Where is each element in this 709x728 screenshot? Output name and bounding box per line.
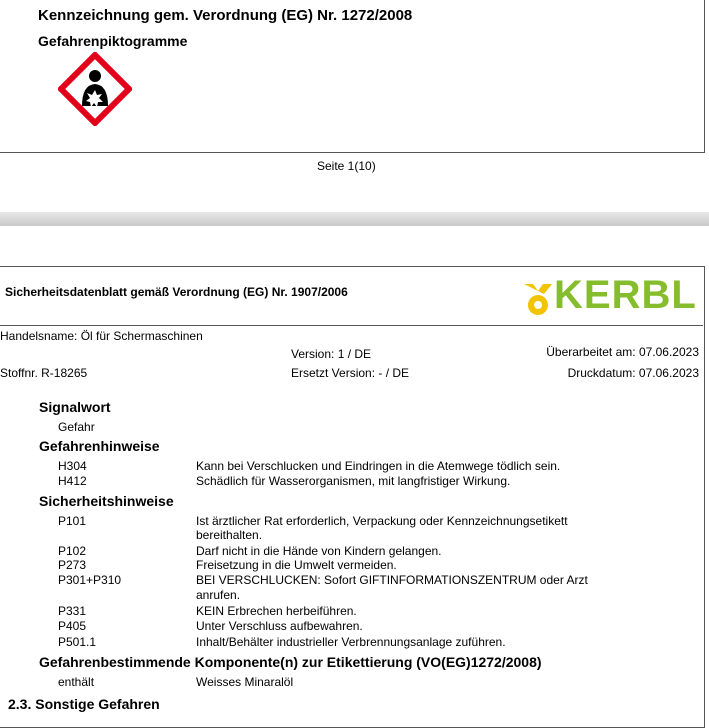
components-label: enthält (58, 675, 95, 689)
precaution-text-continued: anrufen. (196, 588, 241, 602)
page-number: Seite 1(10) (317, 159, 376, 173)
precaution-code: P102 (58, 544, 87, 558)
hazard-code: H412 (58, 474, 87, 488)
ghs08-health-hazard-icon (58, 52, 132, 126)
substance-number: Stoffnr. R-18265 (0, 366, 88, 380)
print-date: Druckdatum: 07.06.2023 (567, 366, 699, 380)
precaution-text: Unter Verschluss aufbewahren. (196, 619, 363, 633)
precaution-text: Darf nicht in die Hände von Kindern gelangen. (196, 544, 442, 558)
version: Version: 1 / DE (291, 347, 372, 361)
precautionary-statements-heading: Sicherheitshinweise (39, 493, 174, 509)
kerbl-logo (520, 271, 700, 319)
precaution-text: Ist ärztlicher Rat erforderlich, Verpackung oder Kennzeichnungsetikett (196, 514, 568, 528)
trade-name: Handelsname: Öl für Schermaschinen (0, 329, 203, 343)
kerbl-logo-text: KERBL (554, 273, 697, 317)
sds-header-title: Sicherheitsdatenblatt gemäß Verordnung (EG) Nr. 1907/2006 (5, 285, 348, 299)
replaced-version: Ersetzt Version: - / DE (291, 366, 410, 380)
precaution-code: P501.1 (58, 635, 97, 649)
pictograms-subheading: Gefahrenpiktogramme (38, 33, 188, 49)
precaution-text: Inhalt/Behälter industrieller Verbrennungsanlage zuführen. (196, 635, 506, 649)
revised-date: Überarbeitet am: 07.06.2023 (546, 345, 699, 359)
hazard-text: Schädlich für Wasserorganismen, mit langfristiger Wirkung. (196, 474, 511, 488)
precaution-code: P101 (58, 514, 87, 528)
signal-word-heading: Signalwort (39, 399, 111, 415)
kerbl-logo-icon (520, 280, 556, 316)
precaution-text: BEI VERSCHLUCKEN: Sofort GIFTINFORMATIONSZENTRUM oder Arzt (196, 573, 588, 587)
precaution-text: Freisetzung in die Umwelt vermeiden. (196, 558, 397, 572)
precaution-code: P331 (58, 604, 87, 618)
precaution-code: P405 (58, 619, 87, 633)
section-2-3-heading: 2.3. Sonstige Gefahren (8, 696, 160, 712)
page-separator (0, 212, 709, 226)
hazard-statements-heading: Gefahrenhinweise (39, 438, 160, 454)
classification-heading: Kennzeichnung gem. Verordnung (EG) Nr. 1272/2008 (38, 7, 413, 24)
components-value: Weisses Minaralöl (196, 675, 294, 689)
header-divider (0, 325, 703, 326)
precaution-text-continued: bereithalten. (196, 528, 263, 542)
hazard-text: Kann bei Verschlucken und Eindringen in die Atemwege tödlich sein. (196, 459, 561, 473)
hazard-components-heading: Gefahrenbestimmende Komponente(n) zur Etikettierung (VO(EG)1272/2008) (39, 654, 542, 670)
precaution-code: P273 (58, 558, 87, 572)
precaution-code: P301+P310 (58, 573, 122, 587)
signal-word: Gefahr (58, 420, 95, 434)
precaution-text: KEIN Erbrechen herbeiführen. (196, 604, 357, 618)
hazard-code: H304 (58, 459, 87, 473)
